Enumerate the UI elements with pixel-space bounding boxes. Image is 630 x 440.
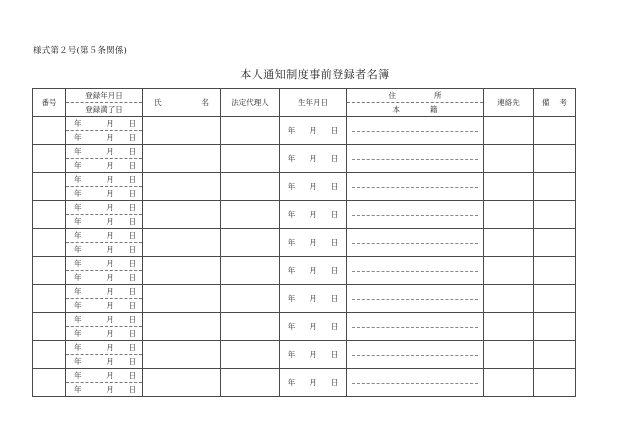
registry-table [32, 88, 576, 397]
legal-agent-cell[interactable] [221, 369, 280, 397]
year-unit: 年 [74, 371, 82, 380]
table-row [33, 117, 576, 131]
address-domicile-cell[interactable] [347, 285, 484, 313]
month-unit: 月 [309, 210, 317, 219]
year-unit: 年 [74, 245, 82, 254]
month-unit: 月 [309, 126, 317, 135]
day-unit: 日 [330, 350, 339, 359]
expiry-date-field[interactable] [66, 300, 142, 311]
number-cell[interactable] [33, 341, 66, 369]
year-unit: 年 [74, 203, 82, 212]
month-unit: 月 [106, 301, 114, 310]
day-unit: 日 [128, 203, 136, 212]
month-unit: 月 [309, 182, 317, 191]
day-unit: 日 [330, 182, 339, 191]
month-unit: 月 [106, 245, 114, 254]
registered-date-cell [66, 201, 143, 215]
table-row [33, 257, 576, 271]
expiry-date-cell [66, 383, 143, 397]
day-unit: 日 [128, 357, 136, 366]
remarks-cell[interactable] [534, 369, 576, 397]
day-unit: 日 [128, 315, 136, 324]
table-row [33, 313, 576, 327]
registered-date-field[interactable] [66, 370, 142, 381]
address-domicile-cell[interactable] [347, 173, 484, 201]
month-unit: 月 [309, 238, 317, 247]
number-cell[interactable] [33, 313, 66, 341]
expiry-date-cell [66, 187, 143, 201]
remarks-cell[interactable] [534, 201, 576, 229]
registered-date-field[interactable] [66, 286, 142, 297]
day-unit: 日 [128, 189, 136, 198]
expiry-date-field[interactable] [66, 216, 142, 227]
month-unit: 月 [309, 350, 317, 359]
year-unit: 年 [74, 133, 82, 142]
expiry-date-field[interactable] [66, 272, 142, 283]
address-divider [352, 131, 478, 132]
header-address-1: 住 [388, 91, 396, 100]
contact-cell[interactable] [484, 201, 534, 229]
day-unit: 日 [128, 273, 136, 282]
remarks-cell[interactable] [534, 173, 576, 201]
registered-date-cell [66, 229, 143, 243]
month-unit: 月 [106, 203, 114, 212]
expiry-date-cell [66, 159, 143, 173]
day-unit: 日 [128, 329, 136, 338]
number-cell[interactable] [33, 173, 66, 201]
header-registered-date: 登録年月日 [66, 89, 143, 103]
contact-cell[interactable] [484, 369, 534, 397]
year-unit: 年 [74, 175, 82, 184]
year-unit: 年 [287, 378, 296, 387]
month-unit: 月 [309, 378, 317, 387]
expiry-date-cell [66, 327, 143, 341]
registered-date-field[interactable] [66, 202, 142, 213]
registry-rows [33, 117, 576, 397]
table-row [33, 369, 576, 383]
month-unit: 月 [106, 273, 114, 282]
registered-date-field[interactable] [66, 146, 142, 157]
registered-date-field[interactable] [66, 230, 142, 241]
legal-agent-cell[interactable] [221, 117, 280, 145]
month-unit: 月 [106, 315, 114, 324]
registered-date-cell [66, 257, 143, 271]
birth-date-cell[interactable] [280, 117, 347, 145]
address-divider [352, 327, 478, 328]
year-unit: 年 [287, 126, 296, 135]
day-unit: 日 [128, 217, 136, 226]
expiry-date-cell [66, 299, 143, 313]
expiry-date-field[interactable] [66, 384, 142, 395]
header-name-family: 氏 [154, 98, 162, 107]
year-unit: 年 [287, 238, 296, 247]
form-identifier: 様式第２号(第５条関係) [33, 46, 128, 56]
contact-cell[interactable] [484, 229, 534, 257]
table-row [33, 201, 576, 215]
year-unit: 年 [287, 266, 296, 275]
name-cell[interactable] [143, 285, 221, 313]
address-divider [352, 271, 478, 272]
day-unit: 日 [330, 294, 339, 303]
address-domicile-cell[interactable] [347, 229, 484, 257]
legal-agent-cell[interactable] [221, 285, 280, 313]
day-unit: 日 [128, 343, 136, 352]
header-remarks [534, 89, 576, 117]
name-cell[interactable] [143, 145, 221, 173]
remarks-cell[interactable] [534, 229, 576, 257]
address-domicile-cell[interactable] [347, 117, 484, 145]
header-remarks-1: 備 [542, 98, 550, 107]
day-unit: 日 [330, 322, 339, 331]
address-divider [352, 355, 478, 356]
expiry-date-cell [66, 131, 143, 145]
header-domicile-2: 籍 [430, 105, 438, 114]
registered-date-cell [66, 285, 143, 299]
header-expiry-date: 登録満了日 [66, 103, 143, 117]
expiry-date-cell [66, 355, 143, 369]
month-unit: 月 [106, 371, 114, 380]
legal-agent-cell[interactable] [221, 201, 280, 229]
address-domicile-cell[interactable] [347, 145, 484, 173]
month-unit: 月 [106, 385, 114, 394]
year-unit: 年 [74, 189, 82, 198]
address-divider [352, 299, 478, 300]
expiry-date-field[interactable] [66, 356, 142, 367]
year-unit: 年 [74, 119, 82, 128]
year-unit: 年 [287, 154, 296, 163]
year-unit: 年 [74, 385, 82, 394]
address-domicile-cell[interactable] [347, 341, 484, 369]
header-address-2: 所 [434, 91, 442, 100]
month-unit: 月 [106, 231, 114, 240]
year-unit: 年 [287, 210, 296, 219]
day-unit: 日 [128, 147, 136, 156]
year-unit: 年 [74, 343, 82, 352]
registered-date-field[interactable] [66, 314, 142, 325]
address-divider [352, 159, 478, 160]
address-domicile-cell[interactable] [347, 201, 484, 229]
expiry-date-field[interactable] [66, 132, 142, 143]
name-cell[interactable] [143, 117, 221, 145]
month-unit: 月 [309, 294, 317, 303]
day-unit: 日 [128, 301, 136, 310]
expiry-date-cell [66, 271, 143, 285]
month-unit: 月 [106, 133, 114, 142]
number-cell[interactable] [33, 145, 66, 173]
year-unit: 年 [74, 329, 82, 338]
year-unit: 年 [74, 217, 82, 226]
day-unit: 日 [128, 119, 136, 128]
header-domicile-1: 本 [392, 105, 400, 114]
month-unit: 月 [106, 189, 114, 198]
address-divider [352, 187, 478, 188]
month-unit: 月 [309, 154, 317, 163]
address-divider [352, 215, 478, 216]
header-remarks-2: 考 [559, 98, 567, 107]
contact-cell[interactable] [484, 313, 534, 341]
name-cell[interactable] [143, 369, 221, 397]
birth-date-cell[interactable] [280, 313, 347, 341]
month-unit: 月 [106, 329, 114, 338]
registered-date-cell [66, 341, 143, 355]
page-title: 本人通知制度事前登録者名簿 [240, 68, 390, 81]
registered-date-cell [66, 173, 143, 187]
year-unit: 年 [74, 147, 82, 156]
header-name-given: 名 [201, 98, 209, 107]
expiry-date-cell [66, 243, 143, 257]
birth-date-cell[interactable] [280, 201, 347, 229]
day-unit: 日 [128, 385, 136, 394]
month-unit: 月 [106, 147, 114, 156]
remarks-cell[interactable] [534, 145, 576, 173]
header-row-1 [33, 89, 576, 103]
remarks-cell[interactable] [534, 285, 576, 313]
year-unit: 年 [74, 357, 82, 366]
legal-agent-cell[interactable] [221, 173, 280, 201]
month-unit: 月 [106, 119, 114, 128]
remarks-cell[interactable] [534, 341, 576, 369]
year-unit: 年 [74, 287, 82, 296]
number-cell[interactable] [33, 285, 66, 313]
number-cell[interactable] [33, 369, 66, 397]
year-unit: 年 [287, 294, 296, 303]
year-unit: 年 [74, 259, 82, 268]
birth-date-cell[interactable] [280, 341, 347, 369]
contact-cell[interactable] [484, 117, 534, 145]
day-unit: 日 [128, 287, 136, 296]
address-domicile-cell[interactable] [347, 257, 484, 285]
birth-date-cell[interactable] [280, 229, 347, 257]
remarks-cell[interactable] [534, 313, 576, 341]
registered-date-field[interactable] [66, 118, 142, 129]
day-unit: 日 [330, 266, 339, 275]
table-row [33, 229, 576, 243]
birth-date-cell[interactable] [280, 257, 347, 285]
day-unit: 日 [128, 259, 136, 268]
registered-date-cell [66, 117, 143, 131]
month-unit: 月 [106, 287, 114, 296]
remarks-cell[interactable] [534, 117, 576, 145]
legal-agent-cell[interactable] [221, 257, 280, 285]
remarks-cell[interactable] [534, 257, 576, 285]
day-unit: 日 [128, 175, 136, 184]
name-cell[interactable] [143, 313, 221, 341]
number-cell[interactable] [33, 229, 66, 257]
month-unit: 月 [309, 266, 317, 275]
header-name [143, 89, 221, 117]
month-unit: 月 [106, 343, 114, 352]
name-cell[interactable] [143, 257, 221, 285]
day-unit: 日 [330, 378, 339, 387]
month-unit: 月 [106, 357, 114, 366]
expiry-date-field[interactable] [66, 244, 142, 255]
table-row [33, 173, 576, 187]
header-address [347, 89, 484, 103]
registered-date-cell [66, 313, 143, 327]
legal-agent-cell[interactable] [221, 313, 280, 341]
day-unit: 日 [330, 154, 339, 163]
day-unit: 日 [330, 210, 339, 219]
birth-date-cell[interactable] [280, 173, 347, 201]
year-unit: 年 [74, 231, 82, 240]
day-unit: 日 [330, 126, 339, 135]
registered-date-cell [66, 369, 143, 383]
day-unit: 日 [128, 133, 136, 142]
registered-date-field[interactable] [66, 174, 142, 185]
day-unit: 日 [128, 231, 136, 240]
header-contact: 連絡先 [484, 89, 534, 117]
registered-date-field[interactable] [66, 258, 142, 269]
number-cell[interactable] [33, 257, 66, 285]
day-unit: 日 [128, 245, 136, 254]
contact-cell[interactable] [484, 173, 534, 201]
day-unit: 日 [128, 371, 136, 380]
birth-date-cell[interactable] [280, 285, 347, 313]
registered-date-cell [66, 145, 143, 159]
month-unit: 月 [106, 217, 114, 226]
number-cell[interactable] [33, 117, 66, 145]
legal-agent-cell[interactable] [221, 145, 280, 173]
header-legal-agent: 法定代理人 [221, 89, 280, 117]
name-cell[interactable] [143, 201, 221, 229]
contact-cell[interactable] [484, 341, 534, 369]
header-birth-date: 生年月日 [280, 89, 347, 117]
month-unit: 月 [106, 161, 114, 170]
name-cell[interactable] [143, 173, 221, 201]
legal-agent-cell[interactable] [221, 229, 280, 257]
year-unit: 年 [74, 301, 82, 310]
year-unit: 年 [74, 161, 82, 170]
address-domicile-cell[interactable] [347, 313, 484, 341]
month-unit: 月 [106, 259, 114, 268]
month-unit: 月 [106, 175, 114, 184]
day-unit: 日 [330, 238, 339, 247]
contact-cell[interactable] [484, 285, 534, 313]
contact-cell[interactable] [484, 257, 534, 285]
year-unit: 年 [287, 182, 296, 191]
address-domicile-cell[interactable] [347, 369, 484, 397]
table-row [33, 285, 576, 299]
table-row [33, 145, 576, 159]
header-domicile [347, 103, 484, 117]
year-unit: 年 [74, 315, 82, 324]
name-cell[interactable] [143, 229, 221, 257]
year-unit: 年 [287, 350, 296, 359]
table-row [33, 341, 576, 355]
expiry-date-cell [66, 215, 143, 229]
day-unit: 日 [128, 161, 136, 170]
name-cell[interactable] [143, 341, 221, 369]
expiry-date-field[interactable] [66, 188, 142, 199]
contact-cell[interactable] [484, 145, 534, 173]
birth-date-cell[interactable] [280, 145, 347, 173]
year-unit: 年 [74, 273, 82, 282]
address-divider [352, 243, 478, 244]
month-unit: 月 [309, 322, 317, 331]
number-cell[interactable] [33, 201, 66, 229]
birth-date-cell[interactable] [280, 369, 347, 397]
registered-date-field[interactable] [66, 342, 142, 353]
header-number: 番号 [33, 89, 66, 117]
address-divider [352, 383, 478, 384]
year-unit: 年 [287, 322, 296, 331]
legal-agent-cell[interactable] [221, 341, 280, 369]
expiry-date-field[interactable] [66, 328, 142, 339]
expiry-date-field[interactable] [66, 160, 142, 171]
